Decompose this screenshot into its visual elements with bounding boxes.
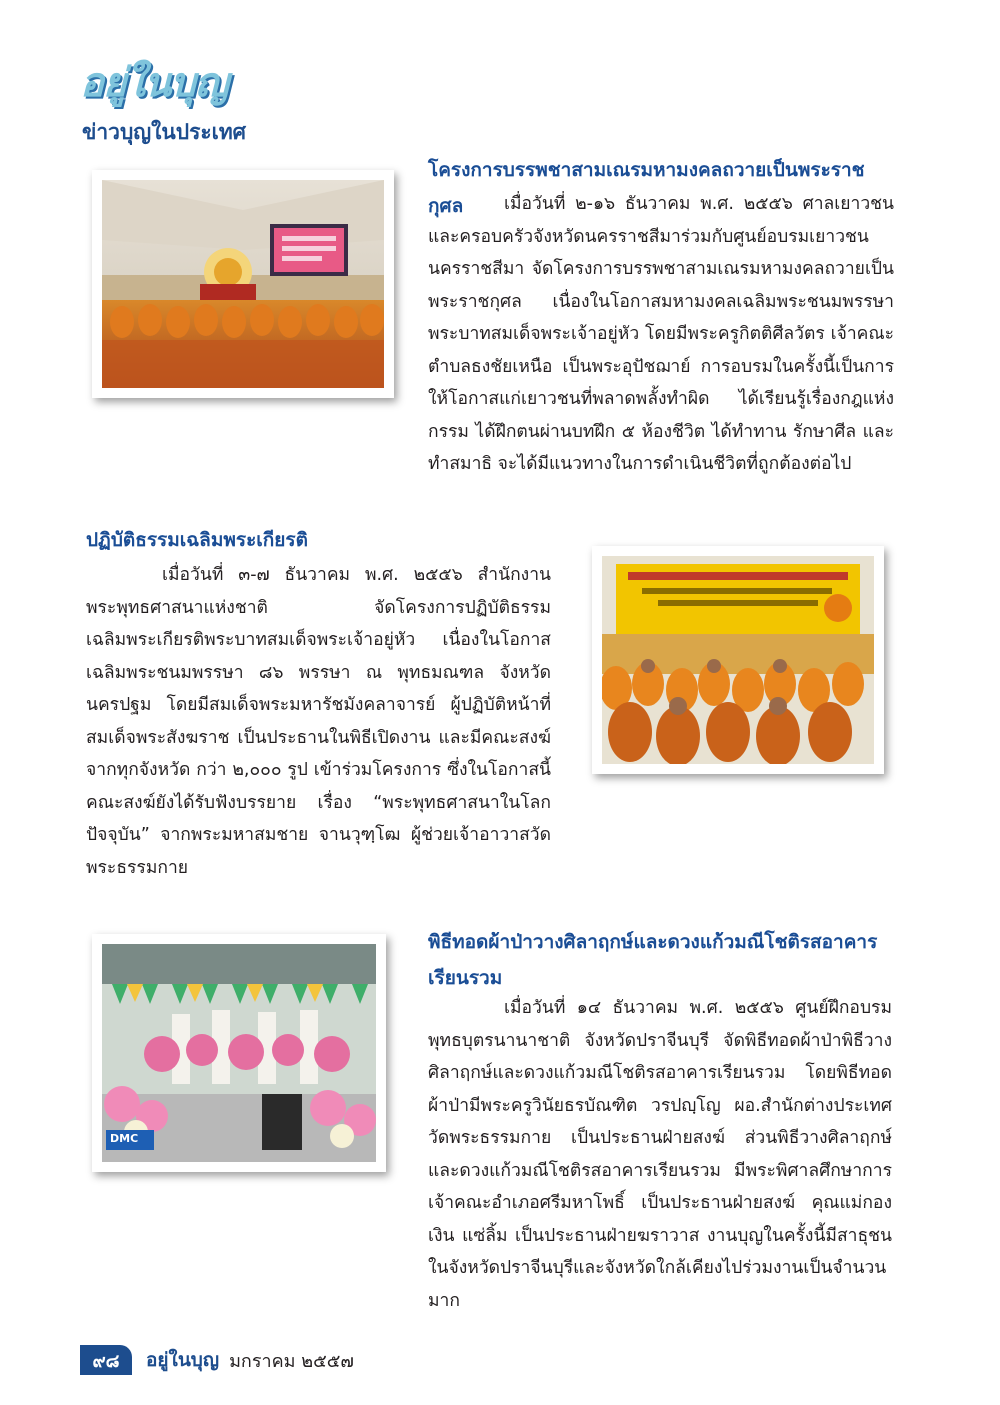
article-2-body: [86, 559, 551, 884]
article-1-title: โครงการบรรพชาสามเณรมหามงคลถวายเป็นพระราชกุศล: [428, 159, 865, 217]
page-number: ๙๘: [80, 1345, 132, 1375]
article-3-title: พิธีทอดผ้าป่าวางศิลาฤกษ์และดวงแก้วมณีโชติรสอาคารเรียนรวม: [428, 931, 878, 989]
page-footer: [80, 1345, 354, 1375]
article-3-text: เมื่อวันที่ ๑๔ ธันวาคม พ.ศ. ๒๕๕๖ ศูนย์ฝึกอบรมพุทธบุตรนานาชาติ จังหวัดปราจีนบุรี จัดพิธีทอดผ้าป่าพิธีวางศิลาฤกษ์และดวงแก้วมณีโชติรสอาคารเรียนรวม โดยพิธีทอดผ้าป่ามีพระครูวินัยธรบัณฑิต วรปญฺโญ ผอ.สำนักต่างประเทศ วัดพระธรรมกาย เป็นประธานฝ่ายสงฆ์ ส่วนพิธีวางศิลาฤกษ์และดวงแก้วมณีโชติรสอาคารเรียนรวม มีพระพิศาลศึกษาการ เจ้าคณะอำเภอศรีมหาโพธิ์ เป็นประธานฝ่ายสงฆ์ คุณแม่กองเงิน แซ่ลิ้ม เป็นประธานฝ่ายฆราวาส งานบุญในครั้งนี้มีสาธุชนในจังหวัดปราจีนบุรีและจังหวัดใกล้เคียงไปร่วมงานเป็นจำนวนมาก: [428, 998, 892, 1311]
monks-gathering-image: [602, 556, 874, 764]
magazine-logo: อยู่ในบุญ: [80, 59, 228, 106]
article-3-photo: [92, 934, 386, 1172]
article-1-text: เมื่อวันที่ ๒-๑๖ ธันวาคม พ.ศ. ๒๕๕๖ ศาลเยาวชนและครอบครัวจังหวัดนครราชสีมาร่วมกับศูนย์อบรมเยาวชนนครราชสีมา จัดโครงการบรรพชาสามเณรมหามงคลถวายเป็นพระราชกุศล เนื่องในโอกาสมหามงคลเฉลิมพระชนมพรรษา พระบาทสมเด็จพระเจ้าอยู่หัว โดยมีพระครูกิตติศีลวัตร เจ้าคณะตำบลธงชัยเหนือ เป็นพระอุปัชฌาย์ การอบรมในครั้งนี้เป็นการให้โอกาสแก่เยาวชนที่พลาดพลั้งทำผิด ได้เรียนรู้เรื่องกฎแห่งกรรม ได้ฝึกตนผ่านบทฝึก ๕ ห้องชีวิต ได้ทำทาน รักษาศีล และทำสมาธิ จะได้มีแนวทางในการดำเนินชีวิตที่ถูกต้องต่อไป: [428, 194, 894, 474]
section-label: ข่าวบุญในประเทศ: [82, 120, 247, 144]
footer-magazine-name: อยู่ในบุญ: [146, 1349, 220, 1371]
article-1-body: [428, 188, 894, 481]
article-1-photo: [92, 170, 394, 398]
ordination-hall-image: [102, 180, 384, 388]
article-2-photo: [592, 546, 884, 774]
ceremony-image: [102, 944, 376, 1162]
broadcast-badge: DMC: [110, 1132, 139, 1145]
article-2-text: เมื่อวันที่ ๓-๗ ธันวาคม พ.ศ. ๒๕๕๖ สำนักงานพระพุทธศาสนาแห่งชาติ จัดโครงการปฏิบัติธรรมเฉลิมพระเกียรติพระบาทสมเด็จพระเจ้าอยู่หัว เนื่องในโอกาสเฉลิมพระชนมพรรษา ๘๖ พรรษา ณ พุทธมณฑล จังหวัดนครปฐม โดยมีสมเด็จพระมหารัชมังคลาจารย์ ผู้ปฏิบัติหน้าที่สมเด็จพระสังฆราช เป็นประธานในพิธีเปิดงาน และมีคณะสงฆ์จากทุกจังหวัด กว่า ๒,๐๐๐ รูป เข้าร่วมโครงการ ซึ่งในโอกาสนี้ คณะสงฆ์ยังได้รับฟังบรรยาย เรื่อง “พระพุทธศาสนาในโลกปัจจุบัน” จากพระมหาสมชาย จานวุฑฺโฒ ผู้ช่วยเจ้าอาวาสวัดพระธรรมกาย: [86, 565, 551, 878]
footer-issue-date: มกราคม ๒๕๕๗: [229, 1350, 354, 1372]
article-3-body: [428, 992, 892, 1317]
article-2-title: ปฏิบัติธรรมเฉลิมพระเกียรติ: [86, 529, 308, 551]
